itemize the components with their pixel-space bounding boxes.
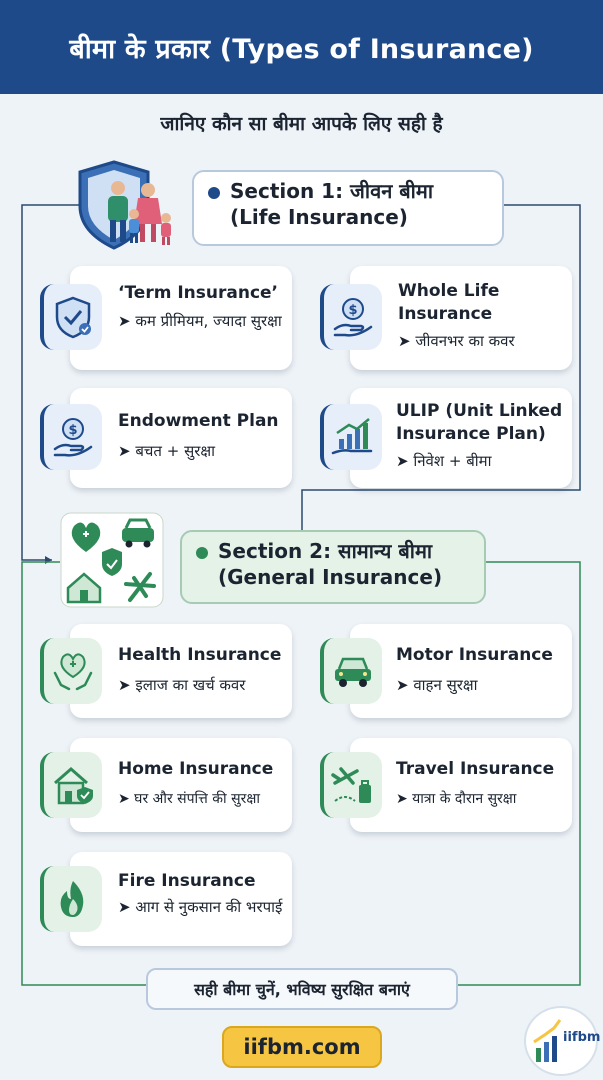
page-subtitle: जानिए कौन सा बीमा आपके लिए सही है (160, 113, 443, 135)
section1-label (192, 170, 504, 246)
growth-chart-icon (320, 404, 382, 470)
card-desc: ➤ बचत + सुरक्षा (118, 442, 215, 460)
house-shield-icon (40, 752, 102, 818)
flame-icon (40, 866, 102, 932)
card-title: ULIP (Unit Linked Insurance Plan) (396, 401, 563, 444)
car-icon (320, 638, 382, 704)
card-desc: ➤ निवेश + बीमा (396, 452, 492, 470)
svg-text:$: $ (348, 303, 358, 318)
card-desc: ➤ आग से नुकसान की भरपाई (118, 898, 283, 916)
card-title: Endowment Plan (118, 411, 279, 431)
family-shield-icon (78, 158, 178, 254)
card-whole-life-insurance (350, 266, 572, 370)
section1-bullet (208, 187, 220, 199)
card-title: ‘Term Insurance’ (118, 283, 279, 303)
card-title: Travel Insurance (396, 759, 555, 779)
section2-title: Section 2: सामान्य बीमा (218, 539, 433, 563)
heart-hands-icon (40, 638, 102, 704)
card-title: Motor Insurance (396, 645, 553, 665)
general-insurance-icon (60, 512, 164, 608)
plane-luggage-icon (320, 752, 382, 818)
card-title: Home Insurance (118, 759, 274, 779)
footer-tagline: सही बीमा चुनें, भविष्य सुरक्षित बनाएं (146, 968, 458, 1010)
card-desc: ➤ घर और संपत्ति की सुरक्षा (118, 791, 260, 807)
card-endowment-plan (70, 388, 292, 488)
arrow-head (45, 556, 52, 564)
card-motor-insurance (350, 624, 572, 718)
card-desc: ➤ कम प्रीमियम, ज्यादा सुरक्षा (118, 312, 282, 330)
section2-bullet (196, 547, 208, 559)
hand-coin-icon (320, 284, 382, 350)
card-title: Health Insurance (118, 645, 282, 665)
logo-text: iifbm (563, 1030, 601, 1045)
hand-coin-icon (40, 404, 102, 470)
card-desc: ➤ जीवनभर का कवर (398, 332, 515, 350)
card-term-insurance (70, 266, 292, 370)
card-health-insurance (70, 624, 292, 718)
section1-title: Section 1: जीवन बीमा (230, 179, 434, 203)
card-desc: ➤ इलाज का खर्च कवर (118, 676, 246, 694)
card-desc: ➤ यात्रा के दौरान सुरक्षा (396, 791, 517, 807)
shield-check-icon (40, 284, 102, 350)
page-title: बीमा के प्रकार (Types of Insurance) (69, 33, 534, 65)
card-fire-insurance (70, 852, 292, 946)
section2-label (180, 530, 486, 604)
svg-text:$: $ (68, 423, 78, 438)
life-connector-left (22, 205, 84, 560)
section2-subtitle: (General Insurance) (218, 565, 443, 589)
card-desc: ➤ वाहन सुरक्षा (396, 676, 478, 694)
card-travel-insurance (350, 738, 572, 832)
card-title: Fire Insurance (118, 871, 256, 891)
card-title: Whole Life Insurance (398, 281, 500, 324)
section1-subtitle: (Life Insurance) (230, 205, 408, 229)
card-ulip (350, 388, 572, 488)
card-home-insurance (70, 738, 292, 832)
website-link[interactable]: iifbm.com (222, 1026, 382, 1068)
